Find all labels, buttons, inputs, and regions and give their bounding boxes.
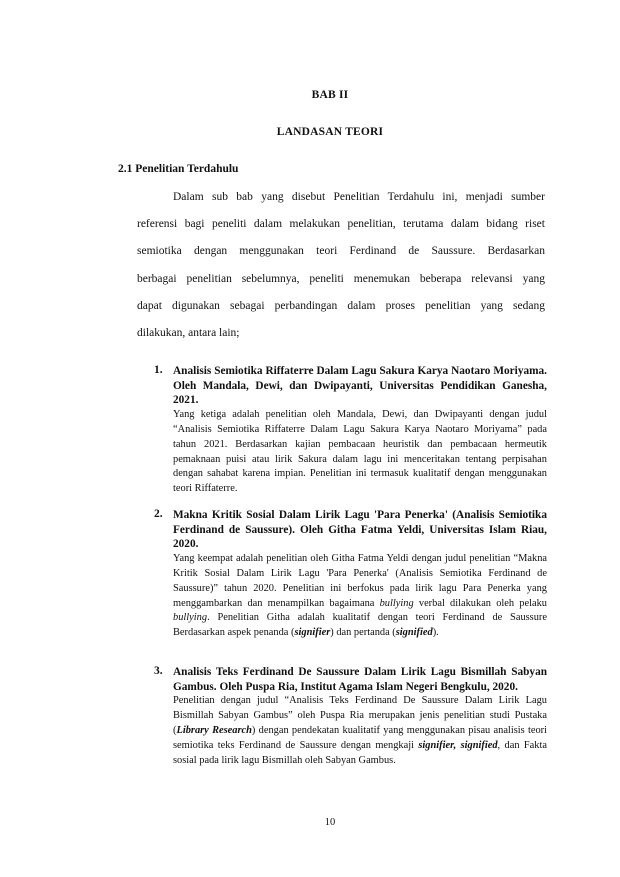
body-text: , dan Fakta sosial pada lirik lagu Bismillah oleh Sabyan Gambus. — [173, 739, 547, 766]
list-item-number: 3. — [154, 665, 163, 677]
body-emphasis: bullying — [379, 597, 414, 609]
list-item-title: Analisis Teks Ferdinand De Saussure Dalam Lirik Lagu Bismillah Sabyan Gambus. Oleh Puspa Ria, Institut Agama Islam Negeri Bengkulu, 2020. — [173, 666, 547, 693]
body-text: ). — [432, 627, 439, 639]
intro-line: berbagai penelitian sebelumnya, peneliti menemukan beberapa relevansi yang — [137, 272, 545, 285]
chapter-heading: BAB II — [311, 89, 349, 101]
intro-line: dilakukan, antara lain; — [137, 327, 240, 340]
intro-line: referensi bagi peneliti dalam melakukan penelitian, terutama dalam bidang riset — [137, 218, 545, 231]
body-text: ) dan pertanda ( — [330, 627, 396, 639]
list-item-title: Makna Kritik Sosial Dalam Lirik Lagu 'Para Penerka' (Analisis Semiotika Ferdinand de Saussure). Oleh Githa Fatma Yeldi, Universitas Islam Riau, 2020. — [173, 509, 547, 551]
body-text: ) dengan pendekatan kualitatif yang menggunakan pisau analisis teori semiotika teks Ferdinand de Saussure dengan mengkaji — [173, 725, 547, 751]
body-emphasis: Library Research — [176, 725, 252, 736]
body-text: verbal dilakukan oleh pelaku — [413, 597, 547, 609]
list-item — [137, 665, 547, 769]
list-item-number: 2. — [154, 508, 163, 520]
list-item-body — [173, 694, 547, 769]
body-emphasis: signifier, signified — [418, 739, 498, 751]
body-text: . Penelitian Githa adalah kualitatif dengan teori Ferdinand de Saussure Berdasarkan aspek penanda ( — [173, 612, 547, 639]
list-item-title: Analisis Semiotika Riffaterre Dalam Lagu Sakura Karya Naotaro Moriyama. Oleh Mandala, Dewi, dan Dwipayanti, Universitas Pendidikan Ganesha, 2021. — [173, 365, 547, 407]
list-item-body: Yang ketiga adalah penelitian oleh Mandala, Dewi, dan Dwipayanti dengan judul “Analisis Semiotika Riffaterre Dalam Lagu Sakura Karya Naotaro Moriyama” pada tahun 2021. Berdasarkan kajian pembacaan heuristik dan pembacaan hermeutik pemaknaan puisi atau lirik Sakura dalam lagu ini menceritakan tentang perpisahan dengan sahabat karena impian. Penelitian ini termasuk kualitatif dengan menggunakan teori Riffaterre. — [173, 408, 547, 495]
section-heading: 2.1 Penelitian Terdahulu — [118, 163, 239, 175]
chapter-title: LANDASAN TEORI — [276, 126, 384, 138]
body-emphasis: signified — [395, 627, 433, 639]
intro-line: dapat digunakan sebagai perbandingan dalam proses penelitian yang sedang — [137, 299, 545, 312]
intro-paragraph — [137, 184, 545, 347]
body-text: Yang keempat adalah penelitian oleh Githa Fatma Yeldi dengan judul penelitian “Makna Kritik Sosial Dalam Lirik Lagu 'Para Penerka' (Analisis Semiotika Ferdinand de Saussure)” tahun 2020. Penelitian ini berfokus pada lirik lagu Para Penerka yang menggambarkan dan menampilkan bagaimana — [173, 552, 547, 609]
body-emphasis: bullying — [173, 612, 208, 624]
body-emphasis: signifier — [294, 627, 331, 639]
page-number: 10 — [324, 817, 336, 828]
intro-line: Dalam sub bab yang disebut Penelitian Terdahulu ini, menjadi sumber — [173, 191, 545, 203]
list-item-number: 1. — [154, 364, 163, 376]
intro-line: semiotika dengan menggunakan teori Ferdinand de Saussure. Berdasarkan — [137, 245, 545, 258]
list-item-body — [173, 552, 547, 641]
list-item — [137, 508, 547, 641]
list-item — [137, 364, 547, 497]
body-text: Penelitian dengan judul “Analisis Teks Ferdinand De Saussure Dalam Lirik Lagu Bismillah Sabyan Gambus” oleh Puspa Ria merupakan jenis penelitian studi Pustaka ( — [173, 695, 547, 736]
